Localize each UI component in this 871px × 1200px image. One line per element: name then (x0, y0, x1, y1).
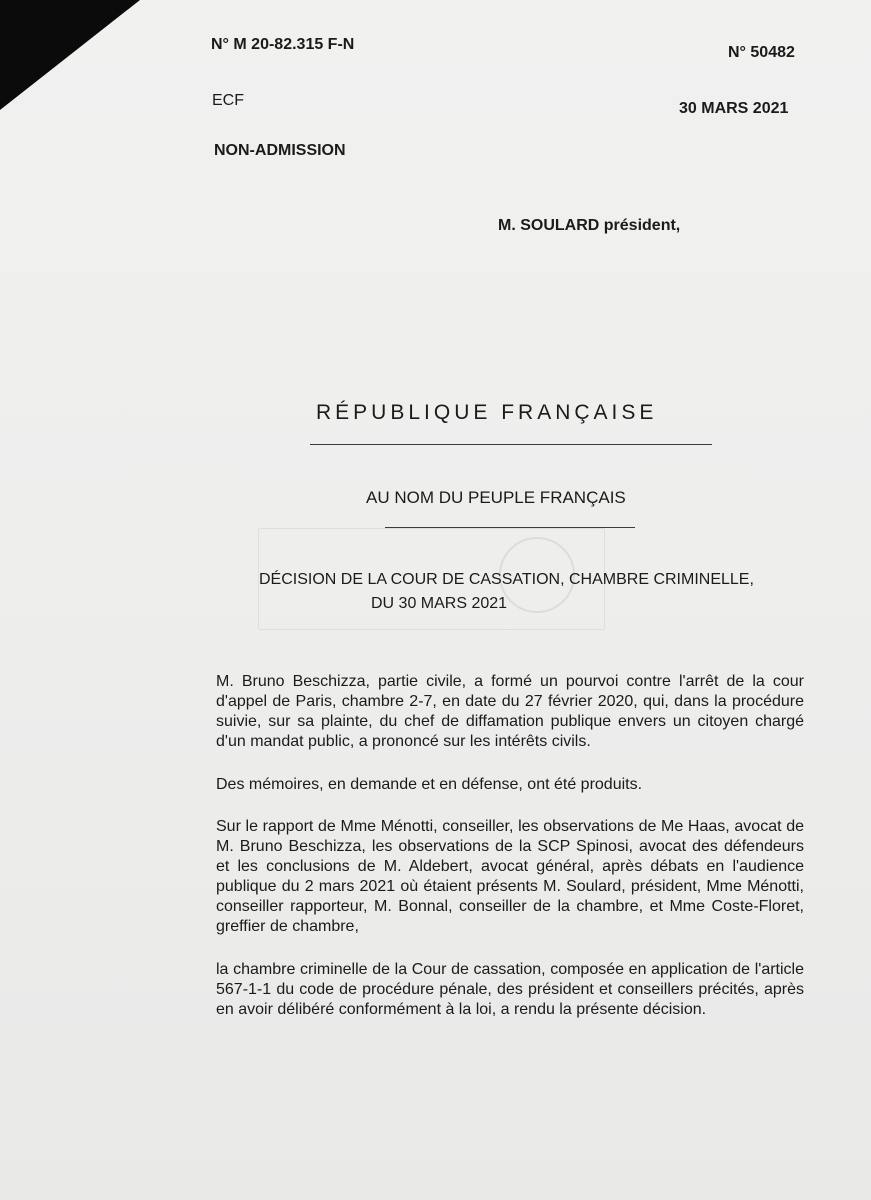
decision-date: 30 MARS 2021 (679, 100, 789, 117)
decision-title-line1: DÉCISION DE LA COUR DE CASSATION, CHAMBRE CRIMINELLE, (259, 571, 754, 588)
decision-outcome: NON-ADMISSION (214, 142, 346, 159)
in-the-name-heading: AU NOM DU PEUPLE FRANÇAIS (366, 488, 626, 507)
decision-number: N° 50482 (728, 44, 795, 61)
paragraph-report: Sur le rapport de Mme Ménotti, conseiller, les observations de Me Haas, avocat de M. Bruno Beschizza, les observations de la SCP Spinosi, avocat des défendeurs et les conclusions de M. Aldebert, avocat général, après débats en l'audience publique du 2 mars 2021 où étaient présents M. Soulard, président, Mme Ménotti, conseiller rapporteur, M. Bonnal, conseiller de la chambre, et Mme Coste-Floret, greffier de chambre, (216, 818, 804, 935)
republic-heading: RÉPUBLIQUE FRANÇAISE (316, 401, 658, 424)
heading-divider (310, 444, 712, 445)
decision-title-line2: DU 30 MARS 2021 (371, 595, 508, 612)
paragraph-chamber: la chambre criminelle de la Cour de cassation, composée en application de l'article 567-1-1 du code de procédure pénale, des président et conseillers précités, après en avoir délibéré conformément à la loi, a rendu la présente décision. (216, 961, 804, 1018)
background-corner (0, 0, 140, 110)
subheading-divider (385, 527, 635, 528)
case-number: N° M 20-82.315 F-N (211, 36, 355, 53)
presiding-judge: M. SOULARD président, (498, 217, 681, 234)
paragraph-appeal: M. Bruno Beschizza, partie civile, a formé un pourvoi contre l'arrêt de la cour d'appel de Paris, chambre 2-7, en date du 27 février 2020, qui, dans la procédure suivie, sur sa plainte, du chef de diffamation publique envers un citoyen chargé d'un mandat public, a prononcé sur les intérêts civils. (216, 673, 804, 750)
case-code: ECF (212, 92, 244, 109)
paragraph-briefs: Des mémoires, en demande et en défense, ont été produits. (216, 776, 643, 793)
